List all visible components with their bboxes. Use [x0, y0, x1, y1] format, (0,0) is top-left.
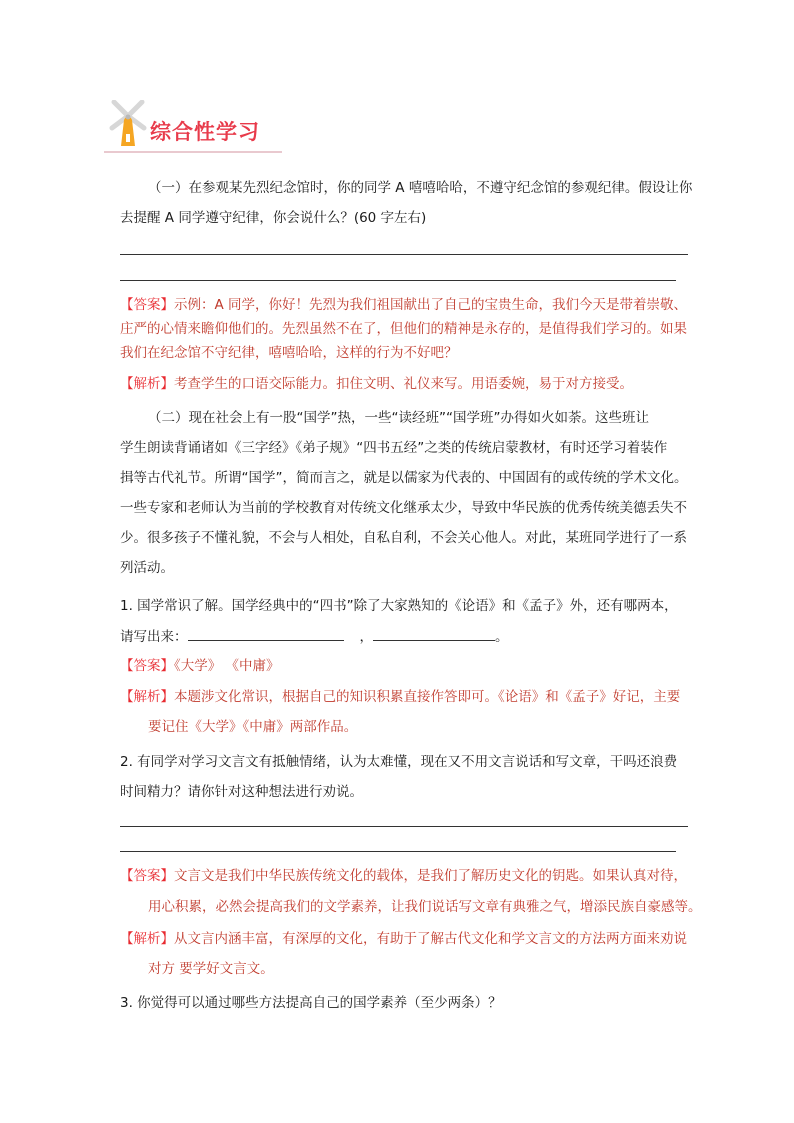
answer-tag: 【答案】 — [120, 868, 174, 884]
answer-line[interactable] — [120, 254, 688, 255]
question-2-1-fill — [120, 626, 720, 647]
fill-end: 。 — [495, 629, 509, 645]
header-rule — [104, 151, 282, 153]
explanation-text: 从文言内涵丰富，有深厚的文化，有助于了解古代文化和学文言文的方法两方面来劝说 — [174, 931, 687, 947]
answer-2-1 — [120, 656, 720, 676]
explanation-2-2 — [120, 929, 720, 949]
section-title: 综合性学习 — [150, 120, 260, 144]
q1-line2: 去提醒 A 同学遵守纪律，你会说什么？(60 字左右) — [120, 210, 427, 226]
passage-line: 少。很多孩子不懂礼貌，不会与人相处，自私自利，不会关心他人。对此，某班同学进行了一系 — [120, 530, 687, 546]
answer-tag: 【答案】 — [120, 658, 174, 674]
fill-blank-1[interactable] — [188, 626, 344, 641]
q1-line1: （一）在参观某先烈纪念馆时，你的同学 A 嘻嘻哈哈，不遵守纪念馆的参观纪律。假设让你 — [148, 180, 693, 196]
explanation-text: 本题涉文化常识，根据自己的知识积累直接作答即可。《论语》和《孟子》好记，主要 — [174, 689, 681, 705]
answer-tag: 【答案】 — [120, 297, 174, 313]
answer-text: 文言文是我们中华民族传统文化的载体，是我们了解历史文化的钥匙。如果认真对待， — [174, 868, 687, 884]
answer-1-line2: 庄严的心情来瞻仰他们的。先烈虽然不在了，但他们的精神是永存的，是值得我们学习的。如果 — [120, 321, 687, 337]
question-2-1: 1. 国学常识了解。国学经典中的“四书”除了大家熟知的《论语》和《孟子》外，还有哪两本， — [120, 598, 678, 614]
answer-text: 《大学》 《中庸》 — [174, 658, 280, 674]
windmill-icon — [108, 100, 148, 148]
answer-1 — [120, 295, 720, 315]
question-2-2: 2. 有同学对学习文言文有抵触情绪，认为太难懂，现在又不用文言说话和写文章，干吗还浪费 — [120, 754, 678, 770]
passage-line: 揖等古代礼节。所谓“国学”，简而言之，就是以儒家为代表的、中国固有的或传统的学术文化。 — [120, 470, 688, 486]
answer-line[interactable] — [120, 826, 688, 827]
fill-separator: ， — [359, 629, 373, 645]
answer-2-2 — [120, 866, 720, 886]
answer-text: 示例：A 同学，你好！先烈为我们祖国献出了自己的宝贵生命，我们今天是带着崇敬、 — [174, 297, 688, 313]
explanation-2-1 — [120, 687, 720, 707]
explanation-2-2-line2: 对方 要学好文言文。 — [148, 961, 274, 977]
explanation-2-1-line2: 要记住《大学》《中庸》两部作品。 — [148, 719, 358, 735]
passage-line: 一些专家和老师认为当前的学校教育对传统文化继承太少，导致中华民族的优秀传统美德丢失不 — [120, 500, 687, 516]
explanation-1 — [120, 374, 720, 394]
fill-prompt: 请写出来： — [120, 629, 188, 645]
passage-line: 学生朗读背诵诸如《三字经》《弟子规》“四书五经”之类的传统启蒙教材，有时还学习着装作 — [120, 440, 668, 456]
passage-line: （二）现在社会上有一股“国学”热，一些“读经班”“国学班”办得如火如荼。这些班让 — [148, 410, 649, 426]
explanation-text: 考查学生的口语交际能力。扣住文明、礼仪来写。用语委婉，易于对方接受。 — [174, 376, 633, 392]
question-2-2-line2: 时间精力？请你针对这种想法进行劝说。 — [120, 784, 363, 800]
fill-blank-2[interactable] — [373, 626, 495, 641]
explanation-tag: 【解析】 — [120, 376, 174, 392]
section-header — [104, 98, 284, 154]
passage-line: 列活动。 — [120, 560, 174, 576]
answer-1-line3: 我们在纪念馆不守纪律，嘻嘻哈哈，这样的行为不好吧？ — [120, 345, 458, 361]
answer-line[interactable] — [120, 280, 676, 281]
answer-2-2-line2: 用心积累，必然会提高我们的文学素养，让我们说话写文章有典雅之气，增添民族自豪感等。 — [148, 899, 702, 915]
question-2-3: 3. 你觉得可以通过哪些方法提高自己的国学素养（至少两条）？ — [120, 995, 502, 1011]
answer-line[interactable] — [120, 851, 676, 852]
explanation-tag: 【解析】 — [120, 689, 174, 705]
explanation-tag: 【解析】 — [120, 931, 174, 947]
